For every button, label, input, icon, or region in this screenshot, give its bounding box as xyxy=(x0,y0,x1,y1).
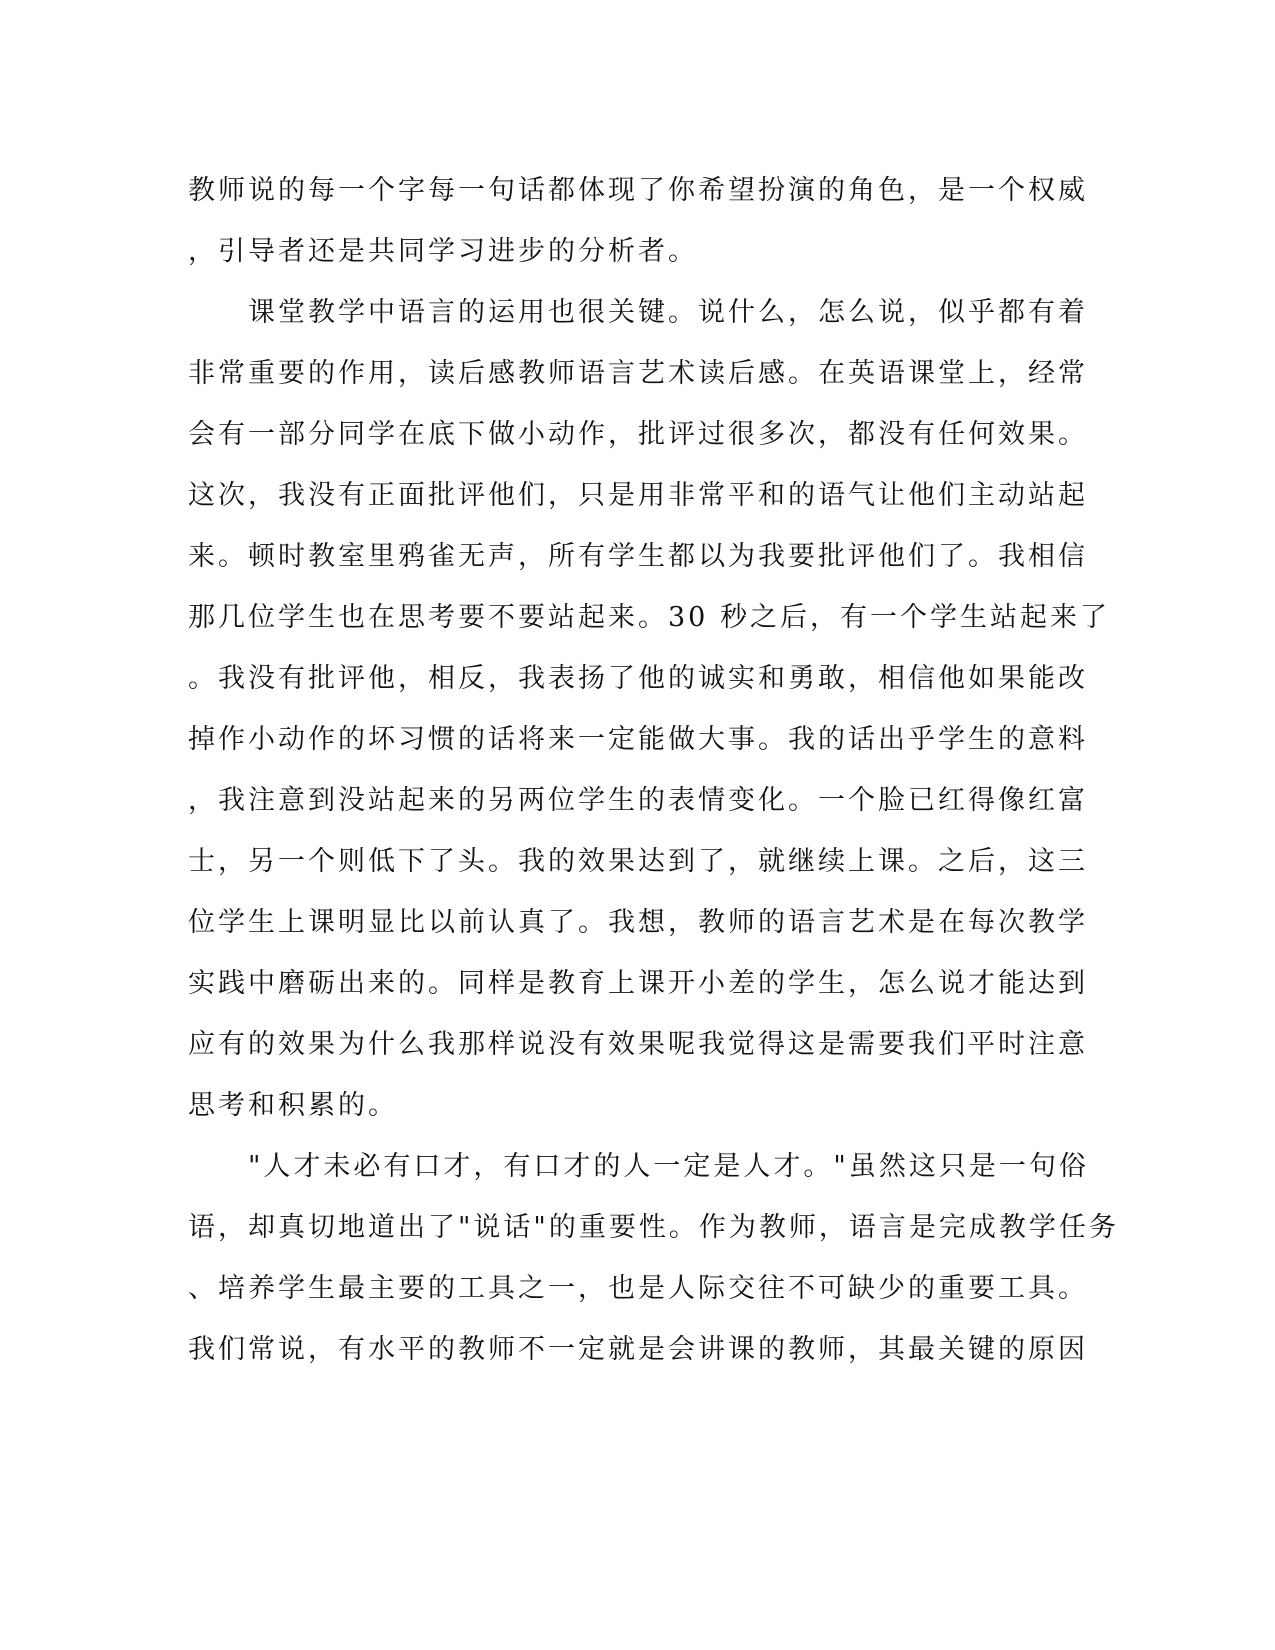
text-line: 这次，我没有正面批评他们，只是用非常平和的语气让他们主动站起 xyxy=(188,480,1088,511)
text-line: 语，却真切地道出了"说话"的重要性。作为教师，语言是完成教学任务 xyxy=(188,1212,1119,1243)
text-line: ，我注意到没站起来的另两位学生的表情变化。一个脸已红得像红富 xyxy=(188,785,1088,816)
text-line: 我们常说，有水平的教师不一定就是会讲课的教师，其最关键的原因 xyxy=(188,1334,1088,1365)
text-line: "人才未必有口才，有口才的人一定是人才。"虽然这只是一句俗 xyxy=(188,1151,1089,1182)
text-line: 教师说的每一个字每一句话都体现了你希望扮演的角色，是一个权威 xyxy=(188,175,1088,206)
body-text xyxy=(188,160,1119,1380)
text-line: 那几位学生也在思考要不要站起来。30 秒之后，有一个学生站起来了 xyxy=(188,602,1110,633)
text-line: 会有一部分同学在底下做小动作，批评过很多次，都没有任何效果。 xyxy=(188,419,1088,450)
text-line: 掉作小动作的坏习惯的话将来一定能做大事。我的话出乎学生的意料 xyxy=(188,724,1088,755)
text-line: 位学生上课明显比以前认真了。我想，教师的语言艺术是在每次教学 xyxy=(188,907,1088,938)
text-line: 思考和积累的。 xyxy=(188,1090,398,1121)
text-line: 应有的效果为什么我那样说没有效果呢我觉得这是需要我们平时注意 xyxy=(188,1029,1088,1060)
text-line: 。我没有批评他，相反，我表扬了他的诚实和勇敢，相信他如果能改 xyxy=(188,663,1088,694)
text-line: 实践中磨砺出来的。同样是教育上课开小差的学生，怎么说才能达到 xyxy=(188,968,1088,999)
text-line: 、培养学生最主要的工具之一，也是人际交往不可缺少的重要工具。 xyxy=(188,1273,1088,1304)
text-line: ，引导者还是共同学习进步的分析者。 xyxy=(188,236,698,267)
text-line: 来。顿时教室里鸦雀无声，所有学生都以为我要批评他们了。我相信 xyxy=(188,541,1088,572)
text-line: 非常重要的作用，读后感教师语言艺术读后感。在英语课堂上，经常 xyxy=(188,358,1088,389)
text-line: 课堂教学中语言的运用也很关键。说什么，怎么说，似乎都有着 xyxy=(188,297,1088,328)
text-line: 士，另一个则低下了头。我的效果达到了，就继续上课。之后，这三 xyxy=(188,846,1088,877)
